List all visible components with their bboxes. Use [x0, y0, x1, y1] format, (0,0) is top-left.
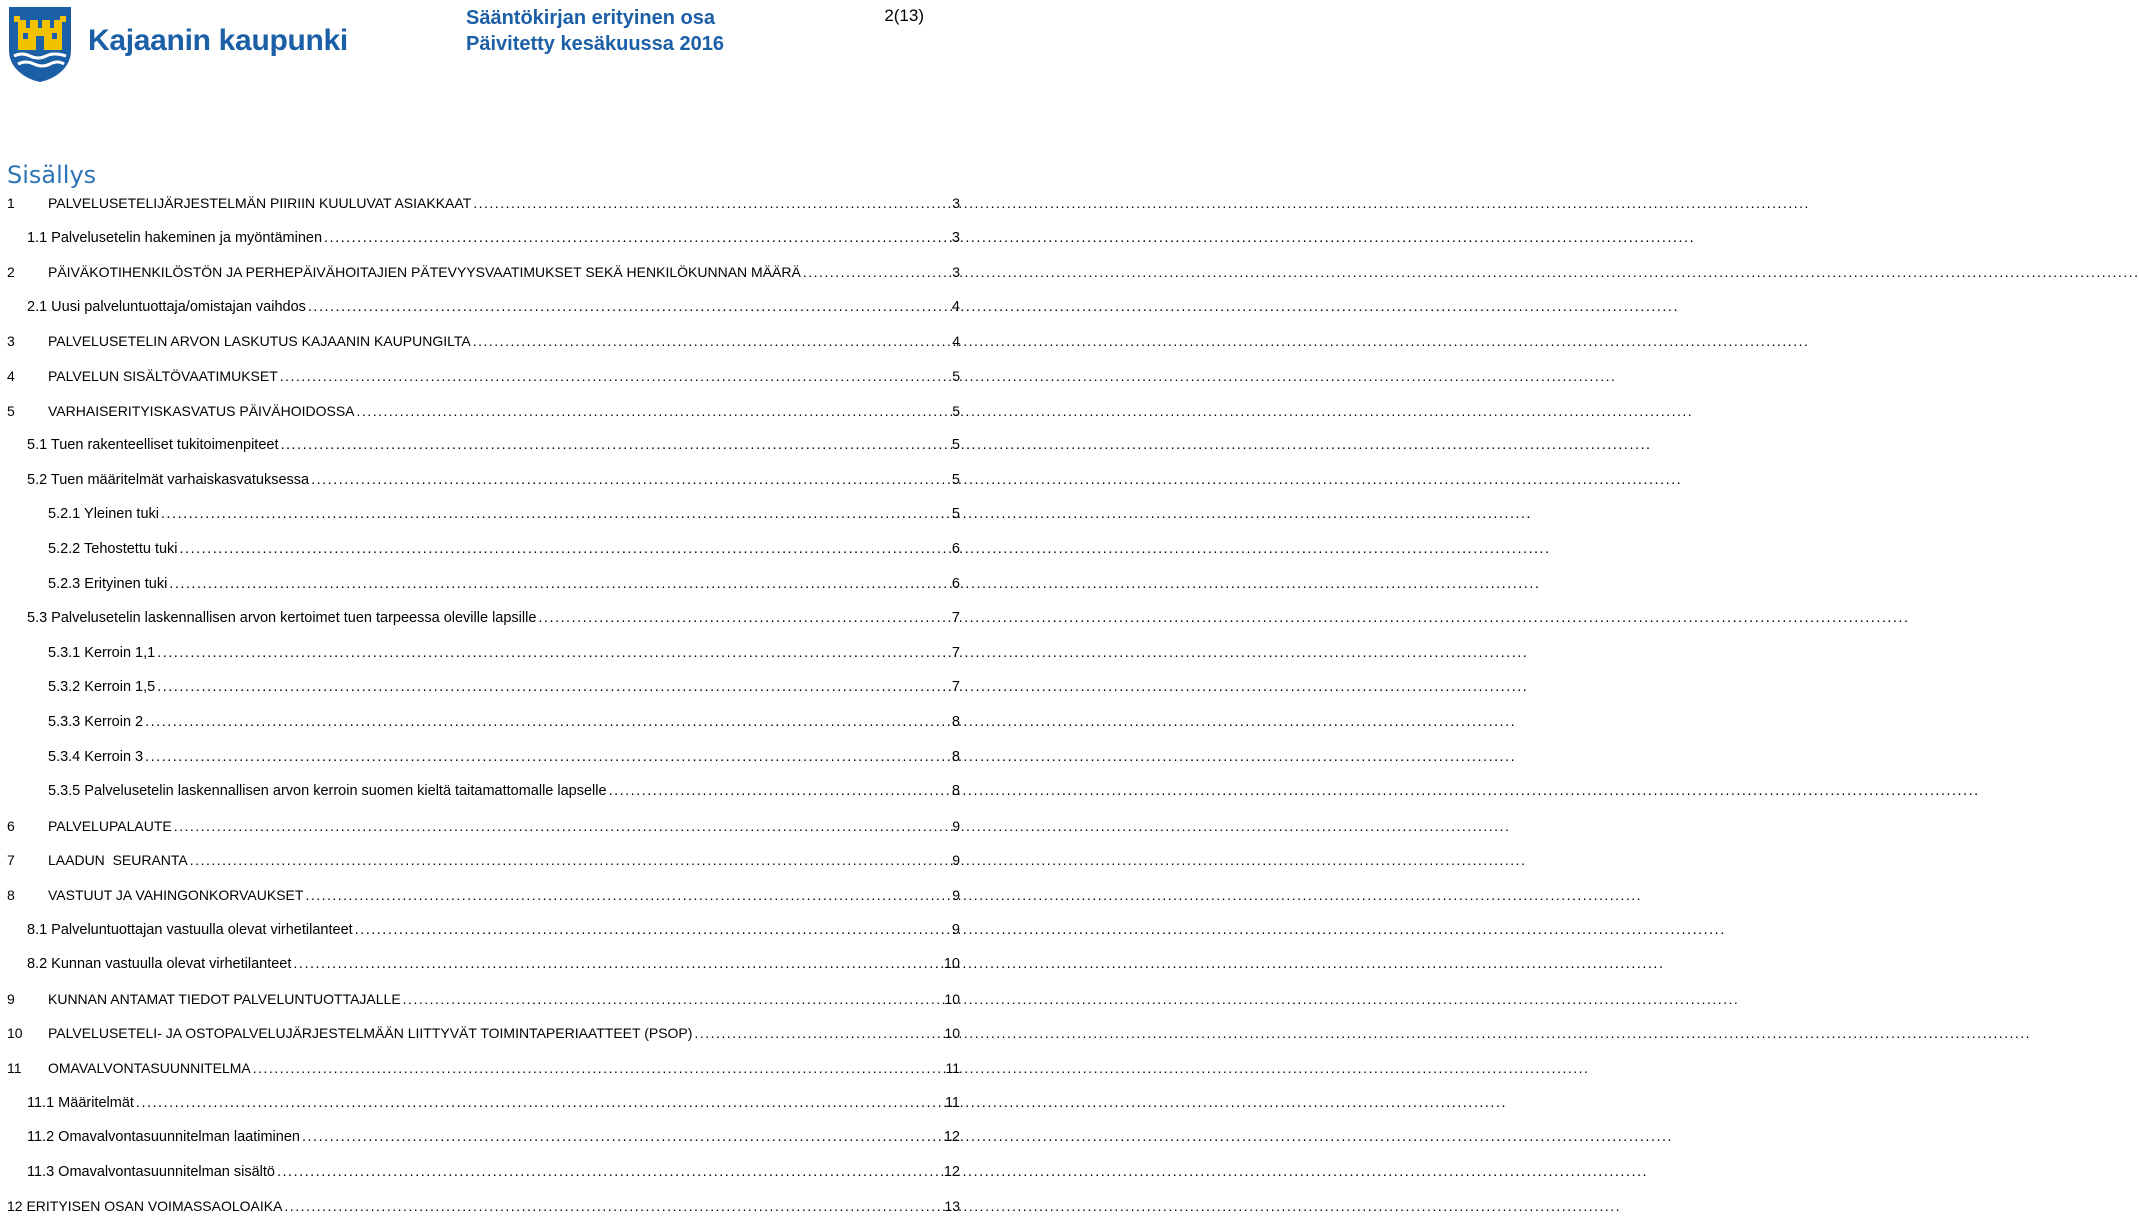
toc-leader-dots	[308, 299, 950, 315]
toc-entry[interactable]	[0, 740, 960, 774]
toc-entry-page: 7	[951, 610, 960, 627]
toc-entry[interactable]	[0, 463, 960, 497]
toc-entry-title: LAADUN SEURANTA	[48, 852, 188, 869]
toc-entry[interactable]	[0, 601, 960, 635]
toc-entry-page: 12	[943, 1129, 960, 1146]
document-page	[0, 0, 960, 1215]
header-title-line2: Päivitetty kesäkuussa 2016	[466, 33, 724, 55]
toc-entry-number: 7	[7, 852, 15, 869]
toc-entry-page: 12	[943, 1163, 960, 1180]
toc-entry-title: 5.3.2 Kerroin 1,5	[48, 679, 156, 696]
toc-entry[interactable]	[0, 636, 960, 670]
toc-entry-title: KUNNAN ANTAMAT TIEDOT PALVELUNTUOTTAJALLE	[48, 990, 401, 1007]
toc-entry-title: 8.1 Palveluntuottajan vastuulla olevat virhetilanteet	[27, 921, 353, 938]
toc-leader-dots	[280, 437, 949, 453]
toc-entry[interactable]	[0, 290, 960, 324]
toc-leader-dots	[136, 1095, 943, 1111]
toc-entry-page: 5	[951, 506, 960, 523]
toc-leader-dots	[284, 1198, 942, 1214]
toc-entry-page: 9	[952, 817, 960, 834]
toc-entry-title: PALVELUN SISÄLTÖVAATIMUKSET	[48, 368, 278, 384]
toc-entry[interactable]	[0, 1051, 960, 1085]
toc-entry-page: 8	[951, 714, 960, 730]
toc-entry[interactable]	[0, 1189, 960, 1223]
toc-leader-dots	[473, 195, 950, 211]
toc-entry-title: 1.1 Palvelusetelin hakeminen ja myöntäminen	[27, 229, 323, 246]
toc-entry-number: 10	[7, 1025, 23, 1042]
toc-leader-dots	[538, 610, 950, 626]
toc-entry-title: 5.3.5 Palvelusetelin laskennallisen arvon kerroin suomen kieltä taitamattomalle lapselle	[48, 783, 607, 800]
toc-entry-number: 9	[7, 990, 15, 1007]
toc-entry-page: 4	[951, 298, 960, 315]
toc-entry[interactable]	[0, 567, 960, 601]
toc-entry[interactable]	[0, 255, 960, 289]
toc-entry-title: 11.1 Määritelmät	[27, 1094, 134, 1111]
toc-entry-page: 10	[944, 990, 960, 1007]
toc-entry-page: 5	[952, 368, 960, 384]
page-indicator: 2(13)	[884, 6, 924, 25]
toc-entry-title: 11.3 Omavalvontasuunnitelman sisältö	[27, 1163, 275, 1180]
toc-entry-number: 5	[7, 402, 15, 419]
toc-entry-title: VARHAISERITYISKASVATUS PÄIVÄHOIDOSSA	[48, 402, 355, 419]
toc-entry-title: PALVELUSETELIJÄRJESTELMÄN PIIRIIN KUULUVAT ASIAKKAAT	[48, 195, 472, 211]
toc-entry-page: 6	[951, 575, 960, 592]
toc-leader-dots	[293, 956, 941, 972]
toc-entry-page: 9	[951, 921, 960, 938]
brand-name: Kajaanin kaupunki	[88, 24, 348, 57]
toc-entry-page: 6	[951, 541, 960, 557]
toc-entry-number: 8	[7, 887, 15, 903]
toc-entry[interactable]	[0, 809, 960, 843]
toc-leader-dots	[180, 541, 950, 557]
toc-entry-title: 5.2.1 Yleinen tuki	[48, 506, 159, 523]
toc-leader-dots	[357, 403, 951, 419]
toc-leader-dots	[145, 714, 950, 730]
toc-leader-dots	[403, 991, 943, 1007]
toc-entry-number: 4	[7, 368, 15, 384]
toc-heading: Sisällys	[7, 161, 97, 189]
toc-entry[interactable]	[0, 186, 960, 220]
toc-entry-title: 5.3.1 Kerroin 1,1	[48, 644, 156, 661]
header-title-line1: Sääntökirjan erityinen osa	[466, 7, 715, 29]
header-titles	[466, 5, 724, 57]
toc-leader-dots	[161, 506, 950, 522]
toc-entry[interactable]	[0, 705, 960, 739]
toc-leader-dots	[803, 264, 950, 280]
toc-leader-dots	[305, 887, 950, 903]
toc-entry-title: 5.3 Palvelusetelin laskennallisen arvon kertoimet tuen tarpeessa oleville lapsille	[27, 610, 537, 627]
toc-entry[interactable]	[0, 947, 960, 981]
toc-entry-title: 2.1 Uusi palveluntuottaja/omistajan vaihdos	[27, 298, 306, 315]
toc-entry-title: 5.3.4 Kerroin 3	[48, 748, 144, 765]
toc-entry-number: 6	[7, 817, 15, 834]
toc-entry-title: 12 ERITYISEN OSAN VOIMASSAOLOAIKA	[7, 1198, 283, 1215]
toc-entry-page: 10	[944, 1025, 960, 1042]
toc-leader-dots	[694, 1025, 942, 1041]
toc-entry-page: 11	[945, 1060, 960, 1076]
toc-entry-title: 5.2 Tuen määritelmät varhaiskasvatuksessa	[27, 471, 310, 488]
toc-entry[interactable]	[0, 774, 960, 808]
toc-leader-dots	[355, 922, 950, 938]
toc-leader-dots	[302, 1129, 942, 1145]
toc-entry-title: VASTUUT JA VAHINGONKORVAUKSET	[48, 887, 304, 903]
toc-entry-page: 5	[952, 402, 960, 419]
toc-entry-title: 5.1 Tuen rakenteelliset tukitoimenpiteet	[27, 437, 279, 454]
toc-leader-dots	[157, 679, 950, 695]
toc-entry-page: 5	[951, 437, 960, 454]
toc-entry-title: OMAVALVONTASUUNNITELMA	[48, 1060, 251, 1076]
toc-entry-page: 3	[952, 195, 960, 211]
toc-leader-dots	[280, 368, 950, 384]
toc-leader-dots	[324, 230, 950, 246]
toc-entry-title: PÄIVÄKOTIHENKILÖSTÖN JA PERHEPÄIVÄHOITAJIEN PÄTEVYYSVAATIMUKSET SEKÄ HENKILÖKUNNAN MÄÄRÄ	[48, 264, 801, 281]
toc-entry-title: 5.2.3 Erityinen tuki	[48, 575, 168, 592]
toc-entry[interactable]	[0, 1120, 960, 1154]
toc-entry[interactable]	[0, 670, 960, 704]
toc-entry[interactable]	[0, 324, 960, 358]
toc-entry[interactable]	[0, 1155, 960, 1189]
toc-leader-dots	[609, 783, 950, 799]
toc-leader-dots	[169, 576, 950, 592]
toc-leader-dots	[174, 818, 950, 834]
toc-entry[interactable]	[0, 221, 960, 255]
toc-leader-dots	[311, 472, 950, 488]
toc-entry-title: PALVELUSETELI- JA OSTOPALVELUJÄRJESTELMÄÄN LIITTYVÄT TOIMINTAPERIAATTEET (PSOP)	[48, 1025, 693, 1042]
toc-entry-page: 5	[951, 471, 960, 488]
toc-entry[interactable]	[0, 428, 960, 462]
toc-entry-number: 3	[7, 333, 15, 350]
toc-entry-title: 5.2.2 Tehostettu tuki	[48, 541, 178, 557]
toc-leader-dots	[277, 1164, 942, 1180]
toc-leader-dots	[473, 333, 950, 349]
toc-entry[interactable]	[0, 878, 960, 912]
toc-entry[interactable]	[0, 1016, 960, 1050]
toc-entry[interactable]	[0, 359, 960, 393]
toc-entry-title: PALVELUSETELIN ARVON LASKUTUS KAJAANIN KAUPUNGILTA	[48, 333, 471, 350]
toc-leader-dots	[157, 645, 950, 661]
toc-leader-dots	[145, 749, 950, 765]
toc-entry-title: 5.3.3 Kerroin 2	[48, 714, 144, 730]
toc-entry[interactable]	[0, 843, 960, 877]
toc-entry-page: 8	[951, 783, 960, 800]
toc-entry[interactable]	[0, 532, 960, 566]
toc-entry-title: PALVELUPALAUTE	[48, 817, 172, 834]
toc-entry-page: 3	[952, 264, 960, 281]
toc-entry-page: 11	[944, 1094, 960, 1111]
toc-entry-page: 8	[951, 748, 960, 765]
toc-leader-dots	[253, 1060, 944, 1076]
toc-entry-page: 3	[951, 229, 960, 246]
toc-leader-dots	[190, 852, 950, 868]
toc-entry-page: 7	[951, 644, 960, 661]
toc-entry-number: 1	[7, 195, 15, 211]
toc-entry-number: 2	[7, 264, 15, 281]
toc-entry[interactable]	[0, 1086, 960, 1120]
toc-entry-page: 13	[944, 1198, 960, 1215]
toc-entry-page: 4	[952, 333, 960, 350]
toc-entry-page: 9	[952, 887, 960, 903]
toc-entry[interactable]	[0, 497, 960, 531]
toc-entry[interactable]	[0, 913, 960, 947]
toc-entry-page: 10	[943, 956, 960, 973]
toc-entry-title: 8.2 Kunnan vastuulla olevat virhetilanteet	[27, 956, 292, 973]
toc-entry[interactable]	[0, 982, 960, 1016]
toc-entry[interactable]	[0, 394, 960, 428]
toc-entry-page: 9	[952, 852, 960, 869]
toc-entry-page: 7	[951, 679, 960, 696]
toc-entry-title: 11.2 Omavalvontasuunnitelman laatiminen	[27, 1129, 300, 1146]
coat-of-arms-logo	[8, 6, 72, 82]
toc-entry-number: 11	[7, 1060, 22, 1076]
